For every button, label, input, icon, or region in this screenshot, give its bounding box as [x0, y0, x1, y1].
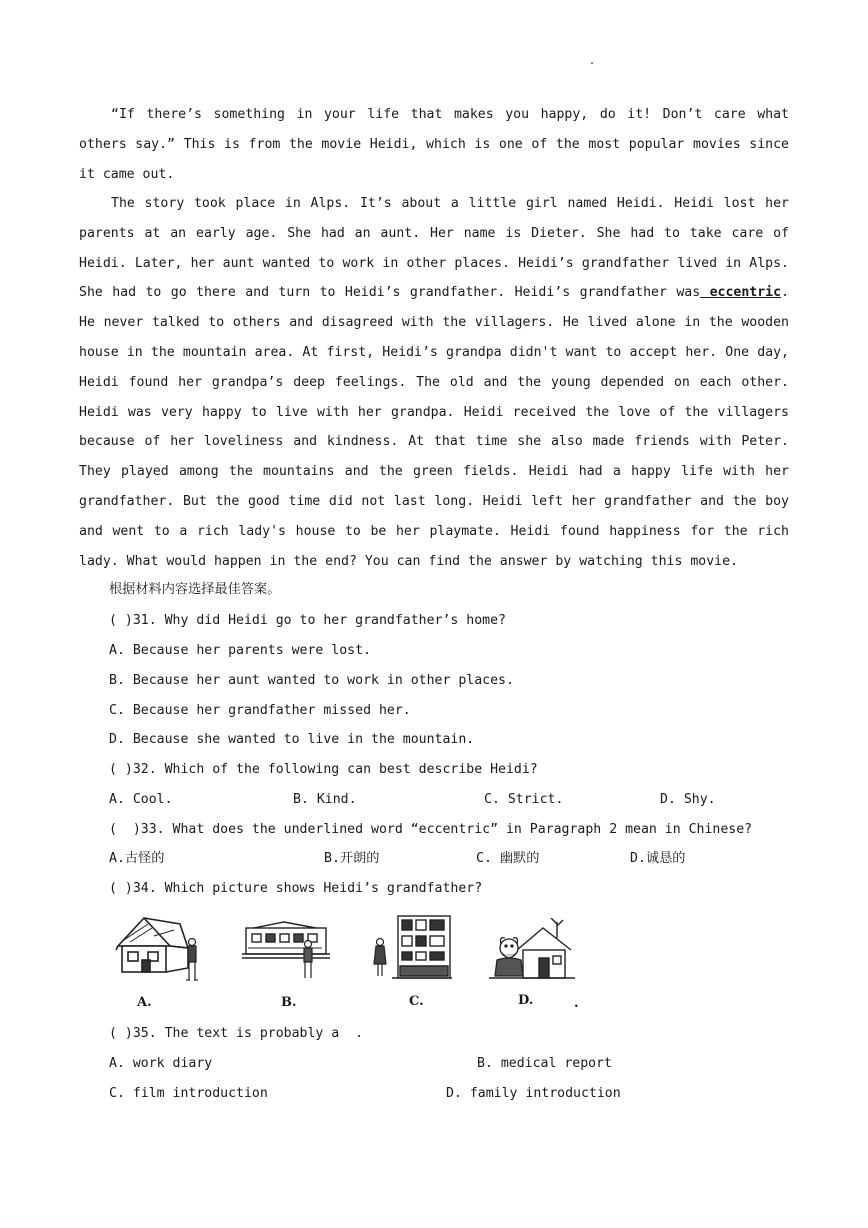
picture-trailing-mark: .: [574, 996, 579, 1011]
picture-b-label: B.: [281, 995, 297, 1010]
question-31-stem: ( )31. Why did Heidi go to her grandfather’s home?: [109, 613, 506, 628]
picture-a-label: A.: [137, 995, 152, 1010]
question-31-option-d: D. Because she wanted to live in the mountain.: [109, 732, 475, 747]
paragraph-1-text: This is from the movie Heidi, which is one of the most popular movies since it came out.: [79, 136, 789, 182]
question-31-option-a: A. Because her parents were lost.: [109, 643, 372, 658]
picture-c-apartment-woman: [370, 912, 454, 984]
question-35-option-b: B. medical report: [477, 1056, 612, 1071]
passage-paragraph-2: [79, 189, 789, 576]
question-33-option-b: B.开朗的: [324, 851, 380, 866]
question-31-option-c: C. Because her grandfather missed her.: [109, 703, 411, 718]
question-33-option-a: A.古怪的: [109, 851, 165, 866]
question-35-option-c: C. film introduction: [109, 1086, 268, 1101]
page-top-mark: .: [589, 56, 596, 67]
question-35-option-a: A. work diary: [109, 1056, 213, 1071]
question-35-stem: ( )35. The text is probably a .: [109, 1026, 364, 1041]
question-33-stem: ( )33. What does the underlined word “eccentric” in Paragraph 2 mean in Chinese?: [109, 822, 753, 837]
passage-paragraph-1: [79, 100, 789, 189]
question-33-option-c: C. 幽默的: [476, 851, 540, 866]
instruction: 根据材料内容选择最佳答案。: [109, 582, 281, 597]
picture-b-building-man: [240, 918, 332, 984]
question-34-stem: ( )34. Which picture shows Heidi’s grandfather?: [109, 881, 483, 896]
question-32-option-b: B. Kind.: [293, 792, 357, 807]
question-31-option-b: B. Because her aunt wanted to work in other places.: [109, 673, 514, 688]
question-32-option-d: D. Shy.: [660, 792, 716, 807]
question-35-option-d: D. family introduction: [446, 1086, 621, 1101]
paragraph-2-text-after: . He never talked to others and disagreed with the villagers. He lived alone in the wooden house in the mountain area. At first, Heidi’s grandpa didn't want to accept her. One day, Heidi found her grandpa’s deep feelings. The old and the young depended on each other. Heidi was very happy to live with her grandpa. Heidi received the love of the villagers because of her loveliness and kindness. At that time she also made friends with Peter. They played among the mountains and the green fields. Heidi had a happy life with her grandfather. But the good time did not last long. Heidi left her grandfather and the boy and went to a rich lady's house to be her playmate. Heidi found happiness for the rich lady. What would happen in the end? You can find the answer by watching this movie.: [79, 285, 790, 569]
picture-d-old-man-house: [487, 918, 577, 984]
picture-a-cottage-man: [114, 910, 206, 986]
paragraph-2-text-before: The story took place in Alps. It’s about a little girl named Heidi. Heidi lost her parents at an early age. She had an aunt. Her name is Dieter. She had to take care of Heidi. Later, her aunt wanted to work in other places. Heidi’s grandfather lived in Alps. She had to go there and turn to Heidi’s grandfather. Heidi’s grandfather was: [79, 196, 789, 301]
picture-d-label: D.: [518, 993, 534, 1008]
underlined-word-eccentric: eccentric: [700, 285, 782, 301]
question-33-option-d: D.诚恳的: [630, 851, 686, 866]
question-32-option-c: C. Strict.: [484, 792, 564, 807]
question-32-option-a: A. Cool.: [109, 792, 173, 807]
movie-quote: “If there’s something in your life that makes you happy, do it! Don’t care what others say.”: [79, 107, 789, 152]
picture-c-label: C.: [409, 994, 424, 1009]
question-32-stem: ( )32. Which of the following can best describe Heidi?: [109, 762, 538, 777]
